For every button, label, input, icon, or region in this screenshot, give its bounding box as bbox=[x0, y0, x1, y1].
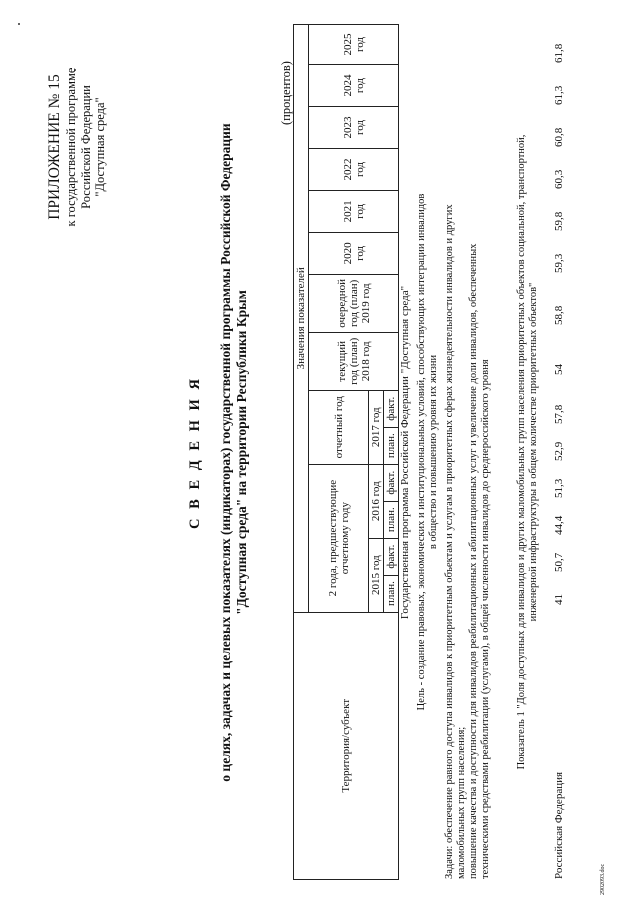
row-territory: Российская Федерация bbox=[553, 771, 565, 879]
header-year-2016: 2016 год bbox=[369, 464, 384, 538]
indicator-table-header bbox=[293, 24, 399, 880]
header-plan: план. bbox=[384, 427, 399, 464]
header-values-group: Значения показателей bbox=[294, 25, 309, 613]
header-territory: Территория/субъект bbox=[294, 612, 399, 879]
header-year-2025: 2025 год bbox=[309, 25, 399, 65]
header-year-2024: 2024 год bbox=[309, 65, 399, 107]
header-plan: план. bbox=[384, 501, 399, 538]
header-year-2022: 2022 год bbox=[309, 148, 399, 190]
appendix-line: "Доступная среда" bbox=[93, 97, 107, 197]
program-line: Государственная программа Российской Федерации "Доступная среда" bbox=[399, 285, 411, 620]
document-title: С В Е Д Е Н И Я bbox=[187, 376, 203, 529]
header-year-2023: 2023 год bbox=[309, 107, 399, 149]
row-value: 41 bbox=[553, 594, 565, 605]
row-value: 44,4 bbox=[553, 515, 565, 535]
tasks-line: Задачи: обеспечение равного доступа инвалидов к приоритетным объектам и услугам в приоритетных сферах жизнедеятельности инвалидов и других bbox=[444, 204, 455, 879]
indicator-line: инженерной инфраструктуры в общем количестве приоритетных объектов" bbox=[528, 282, 539, 622]
subtitle-line: о целях, задачах и целевых показателях (индикаторах) государственной программы Российской Федерации bbox=[218, 123, 233, 782]
row-value: 51,3 bbox=[553, 478, 565, 498]
document-subtitle bbox=[218, 40, 250, 865]
row-value: 60,3 bbox=[553, 169, 565, 189]
header-two-years: 2 года, предшествующие отчетному году bbox=[309, 464, 369, 612]
header-plan: план. bbox=[384, 575, 399, 612]
appendix-line: Российской Федерации bbox=[78, 85, 93, 209]
subtitle-line: "Доступная среда" на территории Республики Крым bbox=[234, 290, 249, 615]
row-value: 61,8 bbox=[553, 43, 565, 63]
indicator-line: Показатель 1 "Доля доступных для инвалидов и других маломобильных групп населения приоритетных объектов социальной, транспортной, bbox=[516, 134, 527, 770]
tasks-line: техническими средствами реабилитации (услугами), в общей численности инвалидов до среднероссийского уровня bbox=[480, 359, 491, 879]
tasks-text bbox=[444, 23, 492, 879]
row-value: 52,9 bbox=[553, 441, 565, 461]
header-year-2020: 2020 год bbox=[309, 232, 399, 274]
appendix-header bbox=[46, 32, 108, 262]
indicator-text bbox=[516, 24, 540, 880]
row-value: 50,7 bbox=[553, 552, 565, 572]
row-value: 54 bbox=[553, 364, 565, 375]
goal-text bbox=[416, 24, 440, 880]
goal-line: в общество и повышению уровня их жизни bbox=[428, 354, 439, 550]
header-fact: факт. bbox=[384, 464, 399, 501]
header-year-2017: 2017 год bbox=[369, 390, 384, 464]
appendix-line: к государственной программе bbox=[64, 67, 78, 227]
tasks-line: повышение качества и доступности для инвалидов реабилитационных и абилитационных услуг и увеличение доли инвалидов, обеспеченных bbox=[468, 243, 479, 879]
header-year-2021: 2021 год bbox=[309, 190, 399, 232]
row-value: 58,8 bbox=[553, 305, 565, 325]
row-value: 59,8 bbox=[553, 211, 565, 231]
appendix-number: ПРИЛОЖЕНИЕ № 15 bbox=[46, 74, 63, 220]
header-report-year: отчетный год bbox=[309, 390, 369, 464]
header-next-year: очередной год (план) 2019 год bbox=[309, 274, 399, 332]
header-year-2015: 2015 год bbox=[369, 538, 384, 612]
goal-line: Цель - создание правовых, экономических и институциональных условий, способствующих интеграции инвалидов bbox=[416, 193, 427, 711]
header-fact: факт. bbox=[384, 538, 399, 575]
header-current-year: текущий год (план) 2018 год bbox=[309, 332, 399, 390]
row-value: 57,8 bbox=[553, 404, 565, 424]
row-value: 59,3 bbox=[553, 253, 565, 273]
scan-speck bbox=[18, 23, 20, 25]
file-reference: 2902093.doc bbox=[600, 863, 606, 895]
row-value: 60,8 bbox=[553, 127, 565, 147]
unit-label: (процентов) bbox=[279, 61, 293, 125]
tasks-line: маломобильных групп населения; bbox=[456, 726, 467, 879]
header-fact: факт. bbox=[384, 390, 399, 427]
row-value: 61,3 bbox=[553, 85, 565, 105]
